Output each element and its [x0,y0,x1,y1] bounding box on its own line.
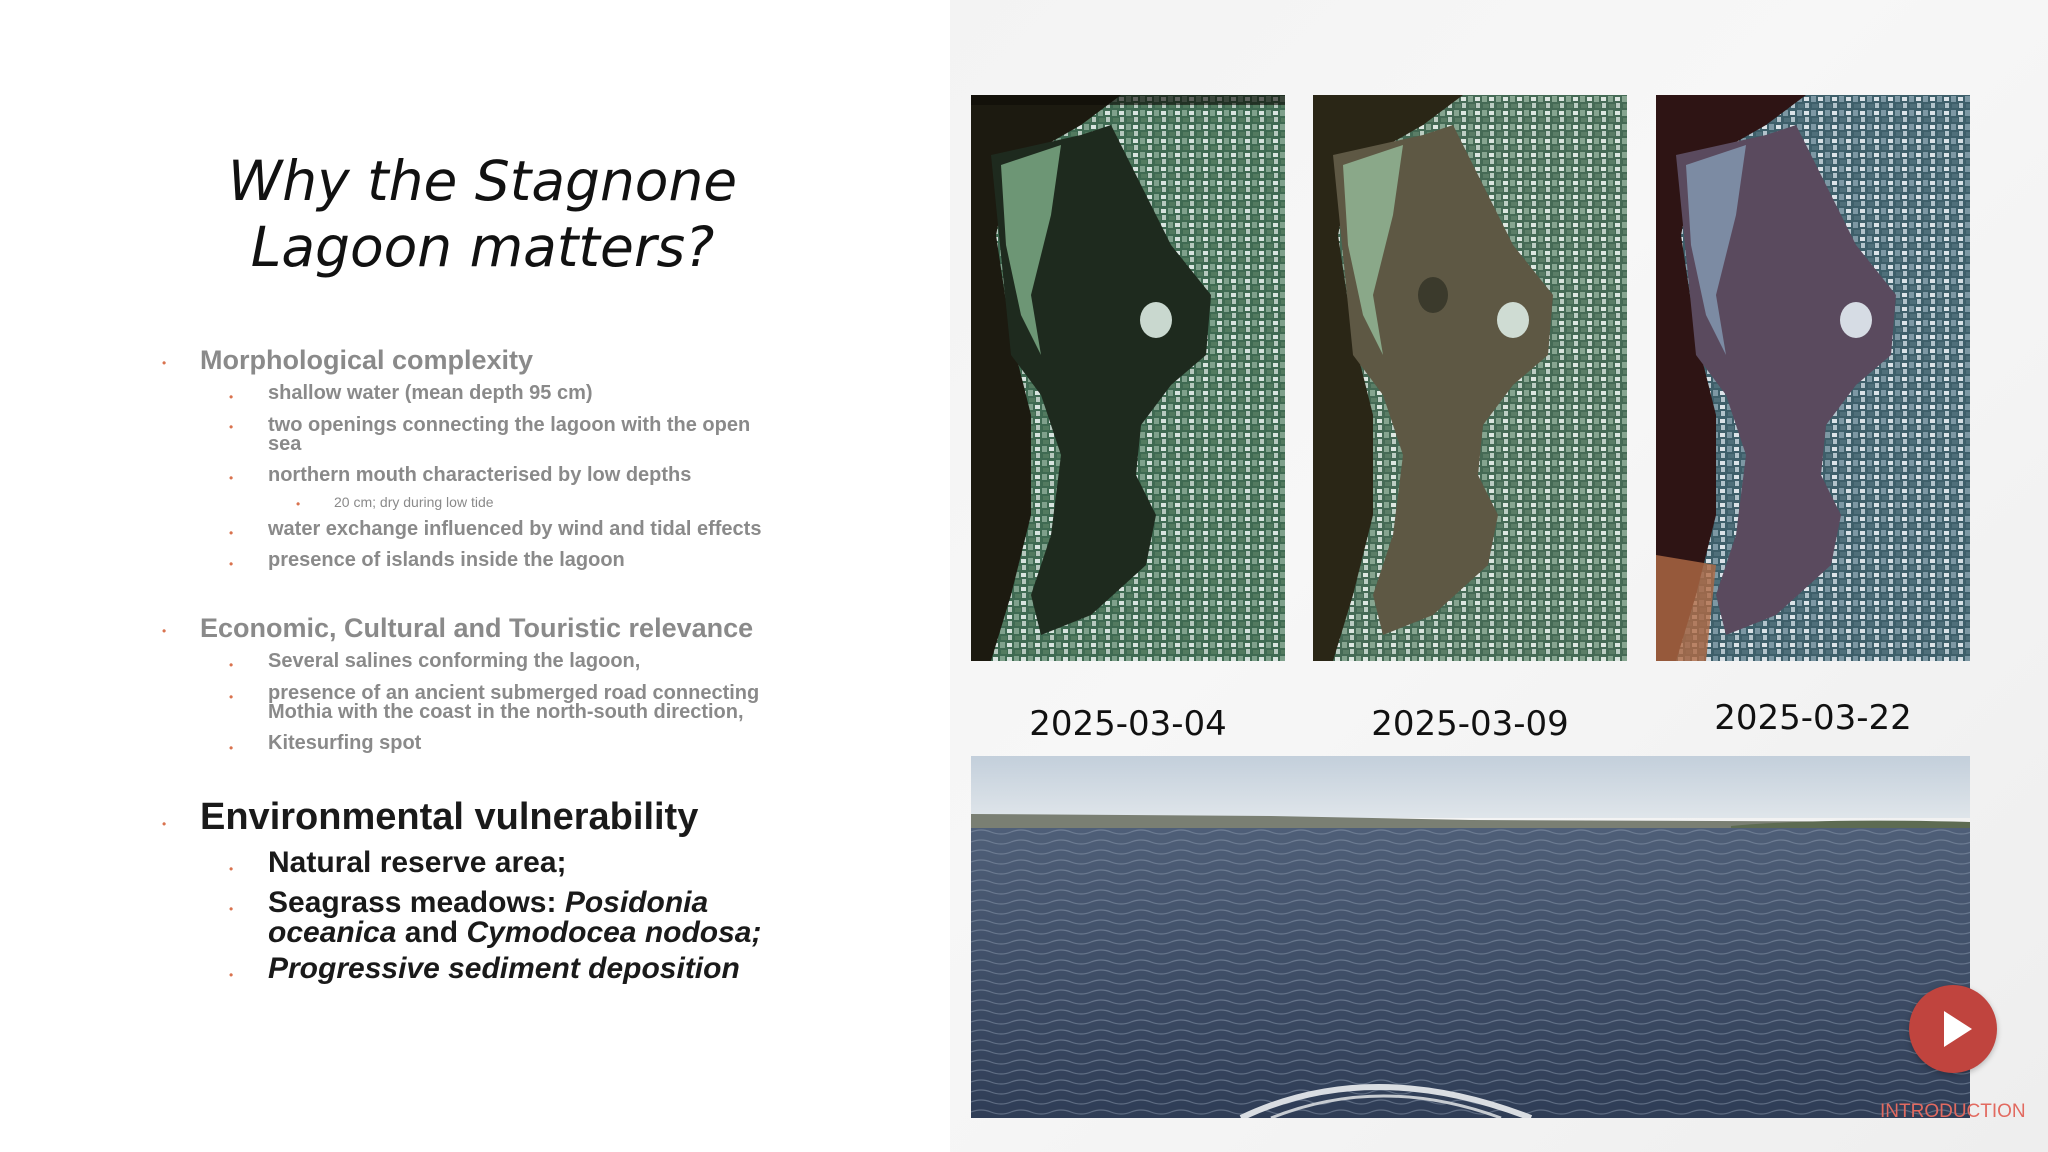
bullet-dot: • [229,471,234,485]
bullet-item: two openings connecting the lagoon with the open sea [268,414,751,455]
sub-bullet-item: 20 cm; dry during low tide [334,494,494,510]
bullet-dot: • [229,420,234,434]
text-panel [0,0,950,1152]
satellite-image-2-graphic [1313,95,1627,661]
bullet-dot: • [229,690,234,704]
satellite-image-3-graphic [1656,95,1970,661]
bullet-dot: • [229,526,234,540]
section-label: INTRODUCTION [1880,1101,2026,1122]
section-heading-economic: Economic, Cultural and Touristic relevance [200,613,754,643]
bullet-dot: • [229,557,234,571]
bullet-item: shallow water (mean depth 95 cm) [268,382,593,404]
play-button[interactable] [1909,985,1997,1073]
bullet-dot: • [162,817,167,831]
satellite-image-3 [1656,95,1970,661]
satellite-image-1 [971,95,1285,661]
bullet-dot: • [229,862,234,876]
bullet-item: presence of islands inside the lagoon [268,549,625,571]
lagoon-photo [971,756,1970,1118]
bullet-item: Progressive sediment deposition [268,952,740,985]
conjunction: and [396,916,467,949]
image-date-label: 2025-03-04 [1029,704,1227,744]
seagrass-label: Seagrass meadows: [268,886,565,919]
bullet-dot: • [229,968,234,982]
bullet-dot: • [229,658,234,672]
bullet-dot: • [229,902,234,916]
image-date-label: 2025-03-09 [1371,704,1569,744]
lagoon-photo-graphic [971,756,1970,1118]
species-posidonia: Posidonia oceanica [268,886,709,949]
bullet-dot: • [229,741,234,755]
bullet-dot: • [162,356,167,370]
bullet-item: northern mouth characterised by low depths [268,464,692,486]
bullet-dot: • [162,624,167,638]
species-cymodocea: Cymodocea nodosa; [466,916,762,949]
slide-title: Why the Stagnone Lagoon matters? [227,149,738,279]
bullet-dot: • [296,497,301,511]
image-date-label: 2025-03-22 [1714,698,1912,738]
section-heading-environment: Environmental vulnerability [200,796,699,838]
bullet-item: Natural reserve area; [268,846,567,879]
play-icon [1944,1011,1972,1047]
bullet-dot: • [229,390,234,404]
bullet-item-seagrass [268,888,828,948]
bullet-item: Kitesurfing spot [268,732,422,754]
bullet-item: presence of an ancient submerged road connecting Mothia with the coast in the north-south direction, [268,682,760,723]
satellite-image-2 [1313,95,1627,661]
satellite-image-1-graphic [971,95,1285,661]
section-heading-morphology: Morphological complexity [200,345,534,375]
bullet-item: Several salines conforming the lagoon, [268,650,641,672]
bullet-item: water exchange influenced by wind and tidal effects [268,518,762,540]
